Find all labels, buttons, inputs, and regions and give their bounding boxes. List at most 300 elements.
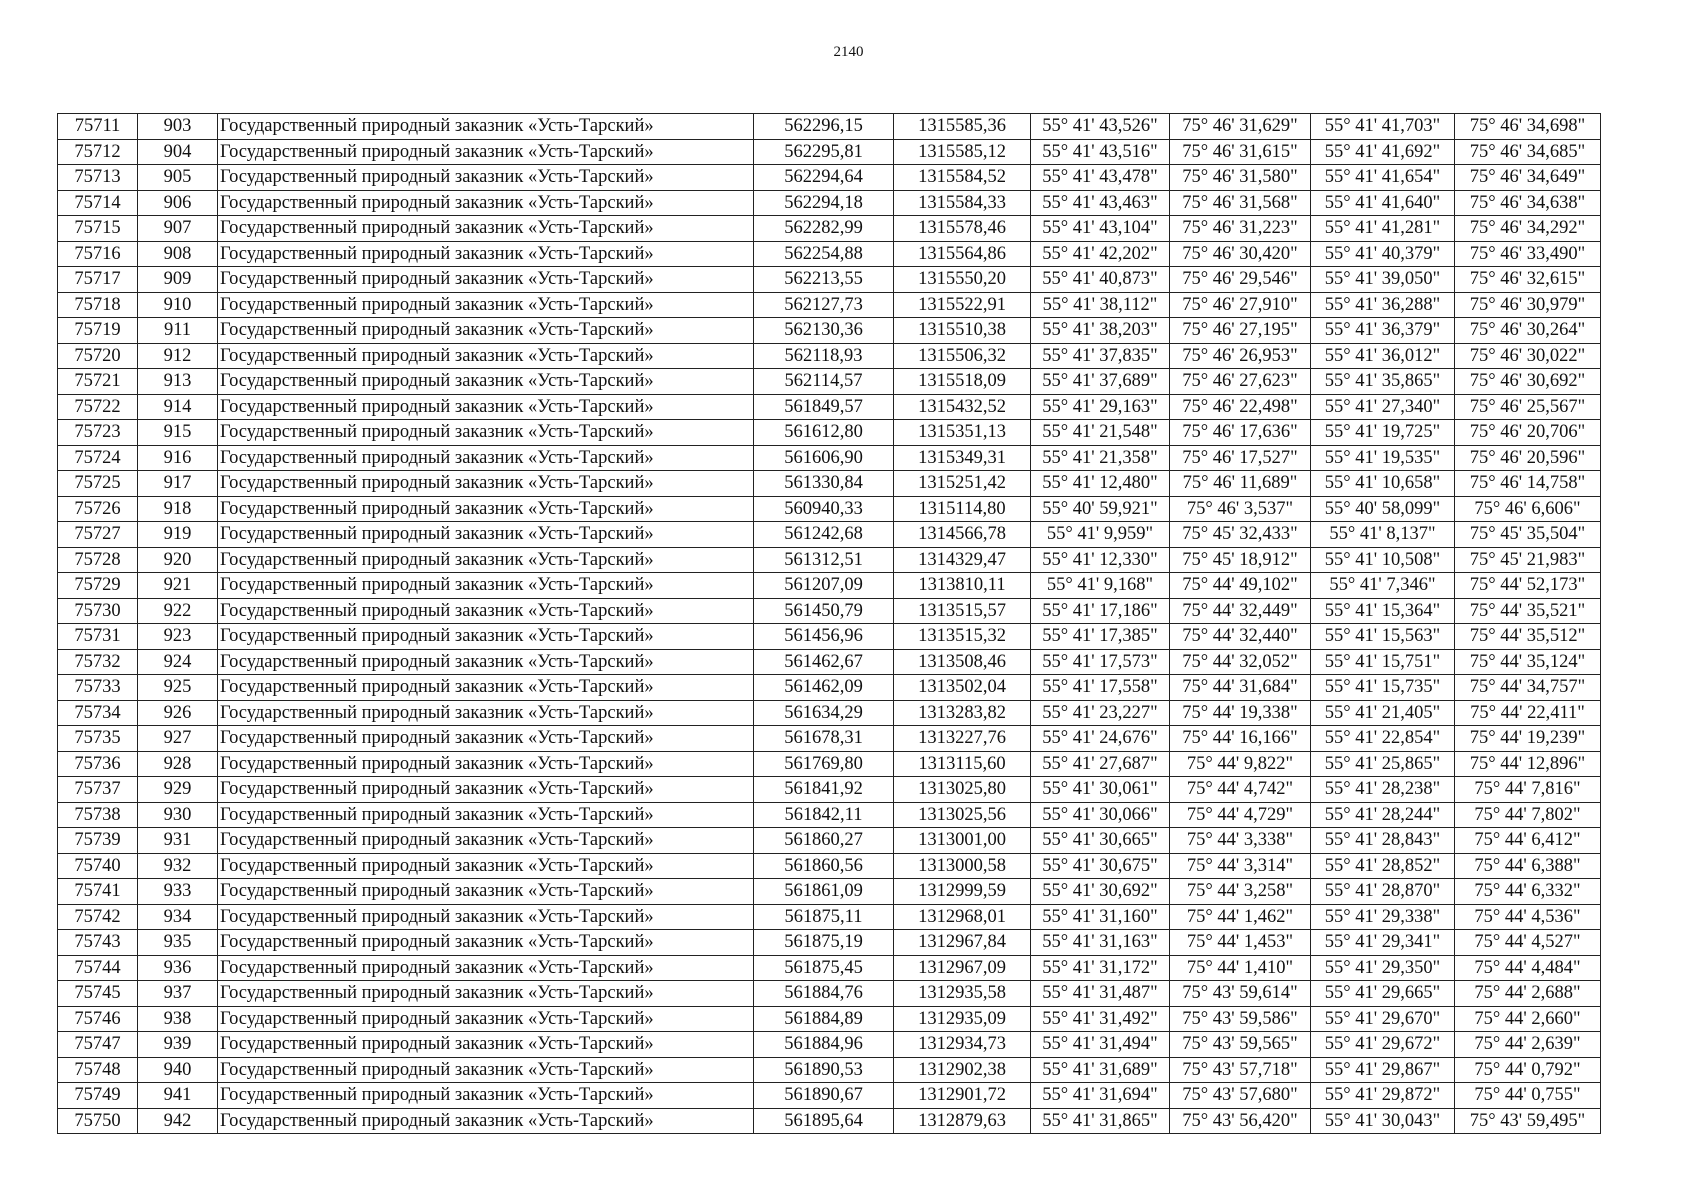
latitude-alt-cell: 55° 40' 58,099": [1311, 496, 1455, 522]
x-coordinate-cell: 561606,90: [754, 445, 894, 471]
longitude-alt-cell: 75° 44' 7,816": [1455, 777, 1601, 803]
latitude-alt-cell: 55° 41' 28,852": [1311, 853, 1455, 879]
longitude-alt-cell: 75° 46' 30,692": [1455, 369, 1601, 395]
x-coordinate-cell: 561884,89: [754, 1006, 894, 1032]
point-number-cell: 924: [138, 649, 218, 675]
area-name-cell: Государственный природный заказник «Усть-Тарский»: [218, 1032, 754, 1058]
y-coordinate-cell: 1312999,59: [894, 879, 1031, 905]
latitude-cell: 55° 41' 9,959": [1031, 522, 1170, 548]
page-number: 2140: [833, 44, 864, 60]
latitude-alt-cell: 55° 41' 41,703": [1311, 114, 1455, 140]
latitude-cell: 55° 41' 17,385": [1031, 624, 1170, 650]
area-name-cell: Государственный природный заказник «Усть-Тарский»: [218, 471, 754, 497]
latitude-alt-cell: 55° 41' 29,872": [1311, 1083, 1455, 1109]
point-number-cell: 910: [138, 292, 218, 318]
latitude-cell: 55° 41' 21,358": [1031, 445, 1170, 471]
table-row: [58, 1108, 1601, 1134]
longitude-cell: 75° 45' 32,433": [1170, 522, 1311, 548]
latitude-cell: 55° 41' 17,186": [1031, 598, 1170, 624]
x-coordinate-cell: 562254,88: [754, 241, 894, 267]
x-coordinate-cell: 561861,09: [754, 879, 894, 905]
y-coordinate-cell: 1312935,58: [894, 981, 1031, 1007]
y-coordinate-cell: 1312967,09: [894, 955, 1031, 981]
latitude-alt-cell: 55° 41' 39,050": [1311, 267, 1455, 293]
area-name-cell: Государственный природный заказник «Усть-Тарский»: [218, 726, 754, 752]
latitude-alt-cell: 55° 41' 21,405": [1311, 700, 1455, 726]
y-coordinate-cell: 1313515,57: [894, 598, 1031, 624]
table-row: [58, 420, 1601, 446]
point-id-cell: 75745: [58, 981, 138, 1007]
latitude-cell: 55° 41' 30,692": [1031, 879, 1170, 905]
x-coordinate-cell: 561456,96: [754, 624, 894, 650]
latitude-alt-cell: 55° 41' 41,654": [1311, 165, 1455, 191]
longitude-alt-cell: 75° 43' 59,495": [1455, 1108, 1601, 1134]
area-name-cell: Государственный природный заказник «Усть-Тарский»: [218, 547, 754, 573]
y-coordinate-cell: 1312967,84: [894, 930, 1031, 956]
point-id-cell: 75749: [58, 1083, 138, 1109]
y-coordinate-cell: 1315584,52: [894, 165, 1031, 191]
y-coordinate-cell: 1312934,73: [894, 1032, 1031, 1058]
latitude-cell: 55° 41' 30,061": [1031, 777, 1170, 803]
x-coordinate-cell: 561330,84: [754, 471, 894, 497]
point-id-cell: 75711: [58, 114, 138, 140]
longitude-alt-cell: 75° 46' 6,606": [1455, 496, 1601, 522]
longitude-cell: 75° 43' 59,565": [1170, 1032, 1311, 1058]
point-id-cell: 75738: [58, 802, 138, 828]
y-coordinate-cell: 1312901,72: [894, 1083, 1031, 1109]
latitude-cell: 55° 41' 31,487": [1031, 981, 1170, 1007]
y-coordinate-cell: 1314329,47: [894, 547, 1031, 573]
x-coordinate-cell: 561612,80: [754, 420, 894, 446]
latitude-alt-cell: 55° 41' 41,692": [1311, 139, 1455, 165]
x-coordinate-cell: 561884,76: [754, 981, 894, 1007]
table-row: [58, 802, 1601, 828]
latitude-alt-cell: 55° 41' 35,865": [1311, 369, 1455, 395]
longitude-alt-cell: 75° 46' 34,698": [1455, 114, 1601, 140]
point-id-cell: 75743: [58, 930, 138, 956]
point-id-cell: 75715: [58, 216, 138, 242]
table-row: [58, 598, 1601, 624]
y-coordinate-cell: 1315585,12: [894, 139, 1031, 165]
latitude-alt-cell: 55° 41' 29,867": [1311, 1057, 1455, 1083]
y-coordinate-cell: 1315432,52: [894, 394, 1031, 420]
point-number-cell: 923: [138, 624, 218, 650]
point-number-cell: 911: [138, 318, 218, 344]
latitude-cell: 55° 41' 29,163": [1031, 394, 1170, 420]
longitude-alt-cell: 75° 44' 0,755": [1455, 1083, 1601, 1109]
x-coordinate-cell: 562118,93: [754, 343, 894, 369]
longitude-cell: 75° 46' 3,537": [1170, 496, 1311, 522]
table-row: [58, 1057, 1601, 1083]
point-id-cell: 75713: [58, 165, 138, 191]
point-number-cell: 942: [138, 1108, 218, 1134]
point-number-cell: 903: [138, 114, 218, 140]
x-coordinate-cell: 561841,92: [754, 777, 894, 803]
latitude-alt-cell: 55° 41' 22,854": [1311, 726, 1455, 752]
longitude-cell: 75° 46' 27,623": [1170, 369, 1311, 395]
table-row: [58, 751, 1601, 777]
longitude-cell: 75° 44' 4,729": [1170, 802, 1311, 828]
longitude-cell: 75° 46' 17,636": [1170, 420, 1311, 446]
longitude-alt-cell: 75° 44' 19,239": [1455, 726, 1601, 752]
y-coordinate-cell: 1313515,32: [894, 624, 1031, 650]
longitude-cell: 75° 45' 18,912": [1170, 547, 1311, 573]
point-number-cell: 916: [138, 445, 218, 471]
point-number-cell: 927: [138, 726, 218, 752]
x-coordinate-cell: 561678,31: [754, 726, 894, 752]
longitude-cell: 75° 44' 1,453": [1170, 930, 1311, 956]
x-coordinate-cell: 561462,67: [754, 649, 894, 675]
x-coordinate-cell: 561890,67: [754, 1083, 894, 1109]
table-row: [58, 930, 1601, 956]
area-name-cell: Государственный природный заказник «Усть-Тарский»: [218, 343, 754, 369]
area-name-cell: Государственный природный заказник «Усть-Тарский»: [218, 675, 754, 701]
table-row: [58, 675, 1601, 701]
longitude-alt-cell: 75° 44' 2,688": [1455, 981, 1601, 1007]
latitude-alt-cell: 55° 41' 19,725": [1311, 420, 1455, 446]
y-coordinate-cell: 1315550,20: [894, 267, 1031, 293]
area-name-cell: Государственный природный заказник «Усть-Тарский»: [218, 1108, 754, 1134]
area-name-cell: Государственный природный заказник «Усть-Тарский»: [218, 267, 754, 293]
area-name-cell: Государственный природный заказник «Усть-Тарский»: [218, 802, 754, 828]
point-id-cell: 75736: [58, 751, 138, 777]
point-number-cell: 908: [138, 241, 218, 267]
longitude-alt-cell: 75° 46' 25,567": [1455, 394, 1601, 420]
table-row: [58, 1006, 1601, 1032]
y-coordinate-cell: 1315518,09: [894, 369, 1031, 395]
latitude-alt-cell: 55° 41' 41,640": [1311, 190, 1455, 216]
x-coordinate-cell: 562294,18: [754, 190, 894, 216]
table-row: [58, 139, 1601, 165]
longitude-cell: 75° 43' 56,420": [1170, 1108, 1311, 1134]
latitude-alt-cell: 55° 41' 29,665": [1311, 981, 1455, 1007]
x-coordinate-cell: 562130,36: [754, 318, 894, 344]
longitude-alt-cell: 75° 46' 30,022": [1455, 343, 1601, 369]
x-coordinate-cell: 561860,27: [754, 828, 894, 854]
area-name-cell: Государственный природный заказник «Усть-Тарский»: [218, 598, 754, 624]
x-coordinate-cell: 560940,33: [754, 496, 894, 522]
y-coordinate-cell: 1312902,38: [894, 1057, 1031, 1083]
point-number-cell: 938: [138, 1006, 218, 1032]
latitude-alt-cell: 55° 41' 28,238": [1311, 777, 1455, 803]
longitude-cell: 75° 44' 1,410": [1170, 955, 1311, 981]
y-coordinate-cell: 1315510,38: [894, 318, 1031, 344]
x-coordinate-cell: 561849,57: [754, 394, 894, 420]
table-row: [58, 904, 1601, 930]
table-row: [58, 955, 1601, 981]
latitude-cell: 55° 41' 23,227": [1031, 700, 1170, 726]
longitude-alt-cell: 75° 44' 6,332": [1455, 879, 1601, 905]
latitude-cell: 55° 41' 43,463": [1031, 190, 1170, 216]
longitude-alt-cell: 75° 44' 22,411": [1455, 700, 1601, 726]
longitude-alt-cell: 75° 46' 30,264": [1455, 318, 1601, 344]
longitude-cell: 75° 44' 9,822": [1170, 751, 1311, 777]
longitude-cell: 75° 43' 57,718": [1170, 1057, 1311, 1083]
x-coordinate-cell: 562296,15: [754, 114, 894, 140]
y-coordinate-cell: 1314566,78: [894, 522, 1031, 548]
latitude-cell: 55° 40' 59,921": [1031, 496, 1170, 522]
point-number-cell: 905: [138, 165, 218, 191]
area-name-cell: Государственный природный заказник «Усть-Тарский»: [218, 394, 754, 420]
y-coordinate-cell: 1313115,60: [894, 751, 1031, 777]
table-row: [58, 369, 1601, 395]
point-id-cell: 75719: [58, 318, 138, 344]
latitude-alt-cell: 55° 41' 41,281": [1311, 216, 1455, 242]
x-coordinate-cell: 561875,45: [754, 955, 894, 981]
point-id-cell: 75725: [58, 471, 138, 497]
area-name-cell: Государственный природный заказник «Усть-Тарский»: [218, 1006, 754, 1032]
area-name-cell: Государственный природный заказник «Усть-Тарский»: [218, 777, 754, 803]
table-row: [58, 190, 1601, 216]
latitude-alt-cell: 55° 41' 30,043": [1311, 1108, 1455, 1134]
latitude-alt-cell: 55° 41' 28,244": [1311, 802, 1455, 828]
point-id-cell: 75729: [58, 573, 138, 599]
table-row: [58, 1032, 1601, 1058]
longitude-alt-cell: 75° 45' 21,983": [1455, 547, 1601, 573]
latitude-alt-cell: 55° 41' 29,672": [1311, 1032, 1455, 1058]
latitude-alt-cell: 55° 41' 40,379": [1311, 241, 1455, 267]
point-id-cell: 75732: [58, 649, 138, 675]
point-id-cell: 75731: [58, 624, 138, 650]
longitude-alt-cell: 75° 46' 32,615": [1455, 267, 1601, 293]
longitude-alt-cell: 75° 44' 6,412": [1455, 828, 1601, 854]
latitude-cell: 55° 41' 17,558": [1031, 675, 1170, 701]
longitude-cell: 75° 44' 3,314": [1170, 853, 1311, 879]
latitude-cell: 55° 41' 12,330": [1031, 547, 1170, 573]
point-id-cell: 75722: [58, 394, 138, 420]
y-coordinate-cell: 1313025,80: [894, 777, 1031, 803]
y-coordinate-cell: 1313000,58: [894, 853, 1031, 879]
longitude-alt-cell: 75° 44' 34,757": [1455, 675, 1601, 701]
latitude-cell: 55° 41' 31,172": [1031, 955, 1170, 981]
table-row: [58, 241, 1601, 267]
latitude-cell: 55° 41' 27,687": [1031, 751, 1170, 777]
point-number-cell: 930: [138, 802, 218, 828]
area-name-cell: Государственный природный заказник «Усть-Тарский»: [218, 139, 754, 165]
point-number-cell: 913: [138, 369, 218, 395]
latitude-cell: 55° 41' 43,526": [1031, 114, 1170, 140]
y-coordinate-cell: 1313502,04: [894, 675, 1031, 701]
point-id-cell: 75718: [58, 292, 138, 318]
latitude-alt-cell: 55° 41' 7,346": [1311, 573, 1455, 599]
point-id-cell: 75728: [58, 547, 138, 573]
longitude-cell: 75° 44' 32,052": [1170, 649, 1311, 675]
x-coordinate-cell: 562213,55: [754, 267, 894, 293]
table-row: [58, 165, 1601, 191]
area-name-cell: Государственный природный заказник «Усть-Тарский»: [218, 522, 754, 548]
longitude-alt-cell: 75° 44' 12,896": [1455, 751, 1601, 777]
longitude-cell: 75° 44' 32,440": [1170, 624, 1311, 650]
longitude-cell: 75° 44' 3,338": [1170, 828, 1311, 854]
y-coordinate-cell: 1315114,80: [894, 496, 1031, 522]
point-id-cell: 75739: [58, 828, 138, 854]
y-coordinate-cell: 1312935,09: [894, 1006, 1031, 1032]
point-number-cell: 934: [138, 904, 218, 930]
area-name-cell: Государственный природный заказник «Усть-Тарский»: [218, 904, 754, 930]
longitude-cell: 75° 46' 31,615": [1170, 139, 1311, 165]
longitude-alt-cell: 75° 44' 35,521": [1455, 598, 1601, 624]
y-coordinate-cell: 1315564,86: [894, 241, 1031, 267]
area-name-cell: Государственный природный заказник «Усть-Тарский»: [218, 1057, 754, 1083]
longitude-cell: 75° 46' 27,910": [1170, 292, 1311, 318]
longitude-cell: 75° 44' 1,462": [1170, 904, 1311, 930]
point-number-cell: 920: [138, 547, 218, 573]
latitude-alt-cell: 55° 41' 15,563": [1311, 624, 1455, 650]
table-row: [58, 573, 1601, 599]
y-coordinate-cell: 1315351,13: [894, 420, 1031, 446]
area-name-cell: Государственный природный заказник «Усть-Тарский»: [218, 190, 754, 216]
area-name-cell: Государственный природный заказник «Усть-Тарский»: [218, 496, 754, 522]
table-row: [58, 624, 1601, 650]
y-coordinate-cell: 1312968,01: [894, 904, 1031, 930]
table-row: [58, 267, 1601, 293]
longitude-cell: 75° 44' 49,102": [1170, 573, 1311, 599]
latitude-cell: 55° 41' 17,573": [1031, 649, 1170, 675]
latitude-cell: 55° 41' 43,516": [1031, 139, 1170, 165]
point-number-cell: 941: [138, 1083, 218, 1109]
latitude-cell: 55° 41' 9,168": [1031, 573, 1170, 599]
area-name-cell: Государственный природный заказник «Усть-Тарский»: [218, 573, 754, 599]
point-number-cell: 925: [138, 675, 218, 701]
longitude-alt-cell: 75° 46' 34,649": [1455, 165, 1601, 191]
longitude-cell: 75° 46' 31,568": [1170, 190, 1311, 216]
longitude-alt-cell: 75° 46' 30,979": [1455, 292, 1601, 318]
y-coordinate-cell: 1313025,56: [894, 802, 1031, 828]
latitude-alt-cell: 55° 41' 29,341": [1311, 930, 1455, 956]
point-number-cell: 935: [138, 930, 218, 956]
point-id-cell: 75726: [58, 496, 138, 522]
table-row: [58, 649, 1601, 675]
longitude-alt-cell: 75° 44' 52,173": [1455, 573, 1601, 599]
point-number-cell: 904: [138, 139, 218, 165]
x-coordinate-cell: 562127,73: [754, 292, 894, 318]
longitude-cell: 75° 46' 31,580": [1170, 165, 1311, 191]
point-id-cell: 75748: [58, 1057, 138, 1083]
y-coordinate-cell: 1312879,63: [894, 1108, 1031, 1134]
point-number-cell: 922: [138, 598, 218, 624]
area-name-cell: Государственный природный заказник «Усть-Тарский»: [218, 624, 754, 650]
point-id-cell: 75737: [58, 777, 138, 803]
table-row: [58, 1083, 1601, 1109]
point-number-cell: 926: [138, 700, 218, 726]
table-row: [58, 471, 1601, 497]
x-coordinate-cell: 561890,53: [754, 1057, 894, 1083]
y-coordinate-cell: 1315506,32: [894, 343, 1031, 369]
longitude-alt-cell: 75° 44' 2,639": [1455, 1032, 1601, 1058]
latitude-cell: 55° 41' 31,694": [1031, 1083, 1170, 1109]
y-coordinate-cell: 1313508,46: [894, 649, 1031, 675]
x-coordinate-cell: 561312,51: [754, 547, 894, 573]
x-coordinate-cell: 562295,81: [754, 139, 894, 165]
point-number-cell: 919: [138, 522, 218, 548]
y-coordinate-cell: 1315584,33: [894, 190, 1031, 216]
point-id-cell: 75717: [58, 267, 138, 293]
table-row: [58, 445, 1601, 471]
area-name-cell: Государственный природный заказник «Усть-Тарский»: [218, 445, 754, 471]
y-coordinate-cell: 1315349,31: [894, 445, 1031, 471]
y-coordinate-cell: 1315585,36: [894, 114, 1031, 140]
latitude-alt-cell: 55° 41' 36,379": [1311, 318, 1455, 344]
area-name-cell: Государственный природный заказник «Усть-Тарский»: [218, 292, 754, 318]
latitude-alt-cell: 55° 41' 10,658": [1311, 471, 1455, 497]
y-coordinate-cell: 1313810,11: [894, 573, 1031, 599]
longitude-cell: 75° 46' 30,420": [1170, 241, 1311, 267]
point-id-cell: 75750: [58, 1108, 138, 1134]
table-row: [58, 343, 1601, 369]
longitude-alt-cell: 75° 44' 0,792": [1455, 1057, 1601, 1083]
point-id-cell: 75735: [58, 726, 138, 752]
y-coordinate-cell: 1313227,76: [894, 726, 1031, 752]
point-id-cell: 75741: [58, 879, 138, 905]
longitude-alt-cell: 75° 44' 4,484": [1455, 955, 1601, 981]
table-row: [58, 522, 1601, 548]
latitude-cell: 55° 41' 38,203": [1031, 318, 1170, 344]
table-row: [58, 853, 1601, 879]
longitude-cell: 75° 46' 22,498": [1170, 394, 1311, 420]
point-id-cell: 75714: [58, 190, 138, 216]
latitude-cell: 55° 41' 31,865": [1031, 1108, 1170, 1134]
latitude-cell: 55° 41' 30,066": [1031, 802, 1170, 828]
longitude-cell: 75° 46' 29,546": [1170, 267, 1311, 293]
longitude-alt-cell: 75° 46' 20,706": [1455, 420, 1601, 446]
longitude-cell: 75° 46' 26,953": [1170, 343, 1311, 369]
x-coordinate-cell: 561769,80: [754, 751, 894, 777]
latitude-alt-cell: 55° 41' 29,338": [1311, 904, 1455, 930]
latitude-cell: 55° 41' 21,548": [1031, 420, 1170, 446]
table-row: [58, 547, 1601, 573]
latitude-alt-cell: 55° 41' 29,670": [1311, 1006, 1455, 1032]
table-row: [58, 394, 1601, 420]
latitude-cell: 55° 41' 40,873": [1031, 267, 1170, 293]
longitude-cell: 75° 46' 31,629": [1170, 114, 1311, 140]
table-row: [58, 879, 1601, 905]
longitude-alt-cell: 75° 44' 2,660": [1455, 1006, 1601, 1032]
latitude-cell: 55° 41' 12,480": [1031, 471, 1170, 497]
x-coordinate-cell: 562294,64: [754, 165, 894, 191]
latitude-alt-cell: 55° 41' 10,508": [1311, 547, 1455, 573]
latitude-cell: 55° 41' 43,478": [1031, 165, 1170, 191]
longitude-alt-cell: 75° 44' 6,388": [1455, 853, 1601, 879]
latitude-cell: 55° 41' 31,494": [1031, 1032, 1170, 1058]
area-name-cell: Государственный природный заказник «Усть-Тарский»: [218, 318, 754, 344]
table-row: [58, 292, 1601, 318]
point-number-cell: 907: [138, 216, 218, 242]
point-number-cell: 921: [138, 573, 218, 599]
longitude-alt-cell: 75° 46' 14,758": [1455, 471, 1601, 497]
latitude-alt-cell: 55° 41' 15,364": [1311, 598, 1455, 624]
y-coordinate-cell: 1315522,91: [894, 292, 1031, 318]
longitude-cell: 75° 44' 31,684": [1170, 675, 1311, 701]
x-coordinate-cell: 561875,19: [754, 930, 894, 956]
table-row: [58, 496, 1601, 522]
area-name-cell: Государственный природный заказник «Усть-Тарский»: [218, 420, 754, 446]
area-name-cell: Государственный природный заказник «Усть-Тарский»: [218, 700, 754, 726]
latitude-cell: 55° 41' 37,835": [1031, 343, 1170, 369]
latitude-cell: 55° 41' 31,160": [1031, 904, 1170, 930]
latitude-alt-cell: 55° 41' 27,340": [1311, 394, 1455, 420]
latitude-alt-cell: 55° 41' 28,870": [1311, 879, 1455, 905]
point-id-cell: 75716: [58, 241, 138, 267]
x-coordinate-cell: 561860,56: [754, 853, 894, 879]
longitude-cell: 75° 46' 27,195": [1170, 318, 1311, 344]
point-number-cell: 929: [138, 777, 218, 803]
x-coordinate-cell: 561875,11: [754, 904, 894, 930]
y-coordinate-cell: 1313283,82: [894, 700, 1031, 726]
latitude-cell: 55° 41' 31,163": [1031, 930, 1170, 956]
latitude-cell: 55° 41' 43,104": [1031, 216, 1170, 242]
point-id-cell: 75727: [58, 522, 138, 548]
point-id-cell: 75744: [58, 955, 138, 981]
